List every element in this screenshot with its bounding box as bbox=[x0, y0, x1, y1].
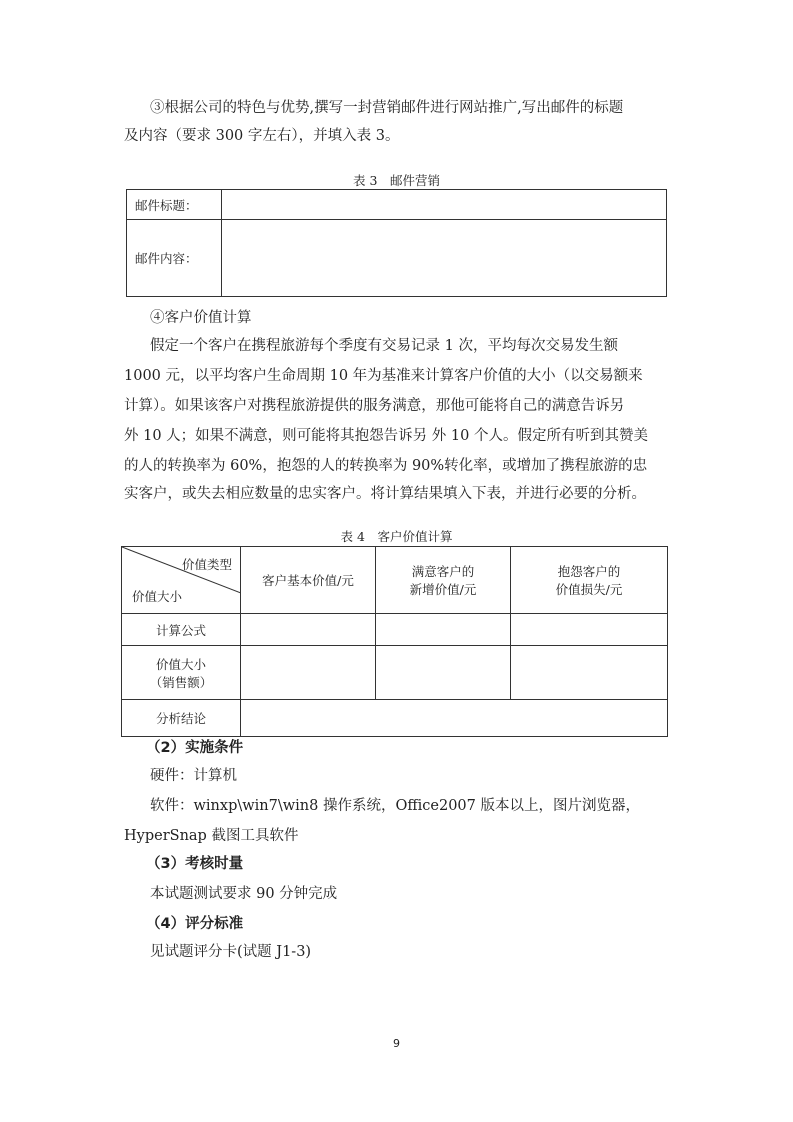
table-cell bbox=[376, 646, 511, 700]
item4-line4: 外 10 人；如果不满意，则可能将其抱怨告诉另 外 10 个人。假定所有听到其赞美 bbox=[124, 428, 648, 444]
section3-text: 本试题测试要求 90 分钟完成 bbox=[150, 886, 338, 902]
table-row bbox=[122, 646, 668, 700]
row-label-analysis: 分析结论 bbox=[122, 700, 241, 737]
hardware-text: 硬件：计算机 bbox=[150, 768, 237, 784]
table-cell bbox=[376, 614, 511, 646]
table-cell bbox=[511, 646, 668, 700]
col3-line1: 抱怨客户的 bbox=[557, 564, 621, 579]
row-label-value bbox=[122, 646, 241, 700]
table4-caption: 表 4 客户价值计算 bbox=[340, 529, 453, 544]
col-header-basic-value: 客户基本价值/元 bbox=[241, 547, 376, 614]
col3-line2: 价值损失/元 bbox=[555, 582, 623, 597]
col-header-complaint bbox=[511, 547, 668, 614]
row-label-formula: 计算公式 bbox=[122, 614, 241, 646]
table-row bbox=[122, 547, 668, 614]
table-cell bbox=[511, 614, 668, 646]
corner-top-label: 价值类型 bbox=[181, 557, 232, 572]
item3-line2: 及内容（要求 300 字左右），并填入表 3。 bbox=[124, 128, 400, 144]
table-cell bbox=[241, 646, 376, 700]
corner-header-cell bbox=[122, 547, 241, 614]
analysis-cell bbox=[241, 700, 668, 737]
col2-line2: 新增价值/元 bbox=[409, 582, 477, 597]
page-number: 9 bbox=[393, 1037, 400, 1050]
col-header-satisfied bbox=[376, 547, 511, 614]
section4-heading: （4）评分标准 bbox=[146, 916, 244, 932]
table3-caption: 表 3 邮件营销 bbox=[353, 173, 440, 188]
table-row bbox=[122, 614, 668, 646]
item3-line1: ③根据公司的特色与优势,撰写一封营销邮件进行网站推广,写出邮件的标题 bbox=[150, 100, 624, 116]
item4-line6: 实客户，或失去相应数量的忠实客户。将计算结果填入下表，并进行必要的分析。 bbox=[124, 486, 646, 502]
corner-bottom-label: 价值大小 bbox=[132, 589, 183, 604]
email-title-cell bbox=[222, 190, 667, 220]
table-row bbox=[122, 700, 668, 737]
section4-text: 见试题评分卡(试题 J1-3) bbox=[150, 944, 312, 960]
table-cell bbox=[241, 614, 376, 646]
email-content-label: 邮件内容： bbox=[127, 220, 222, 297]
row2-line1: 价值大小 bbox=[155, 656, 206, 672]
software-line1: 软件：winxp\win7\win8 操作系统，Office2007 版本以上，图片浏览器， bbox=[150, 798, 640, 814]
email-content-cell bbox=[222, 220, 667, 297]
table-row bbox=[127, 190, 667, 220]
software-line2: HyperSnap 截图工具软件 bbox=[124, 828, 299, 844]
customer-value-table bbox=[121, 546, 668, 737]
item4-heading: ④客户价值计算 bbox=[150, 310, 252, 326]
section3-heading: （3）考核时量 bbox=[146, 856, 244, 872]
item4-line2: 1000 元，以平均客户生命周期 10 年为基准来计算客户价值的大小（以交易额来 bbox=[124, 368, 643, 384]
email-title-label: 邮件标题： bbox=[127, 190, 222, 220]
table-row bbox=[127, 220, 667, 297]
item4-line1: 假定一个客户在携程旅游每个季度有交易记录 1 次，平均每次交易发生额 bbox=[150, 338, 618, 354]
item4-line5: 的人的转换率为 60%，抱怨的人的转换率为 90%转化率，或增加了携程旅游的忠 bbox=[124, 458, 648, 474]
row2-line2: （销售额） bbox=[149, 674, 213, 690]
col2-line1: 满意客户的 bbox=[411, 564, 475, 579]
section2-heading: （2）实施条件 bbox=[146, 740, 244, 756]
email-marketing-table bbox=[126, 189, 667, 297]
item4-line3: 计算）。如果该客户对携程旅游提供的服务满意，那他可能将自己的满意告诉另 bbox=[124, 398, 625, 414]
